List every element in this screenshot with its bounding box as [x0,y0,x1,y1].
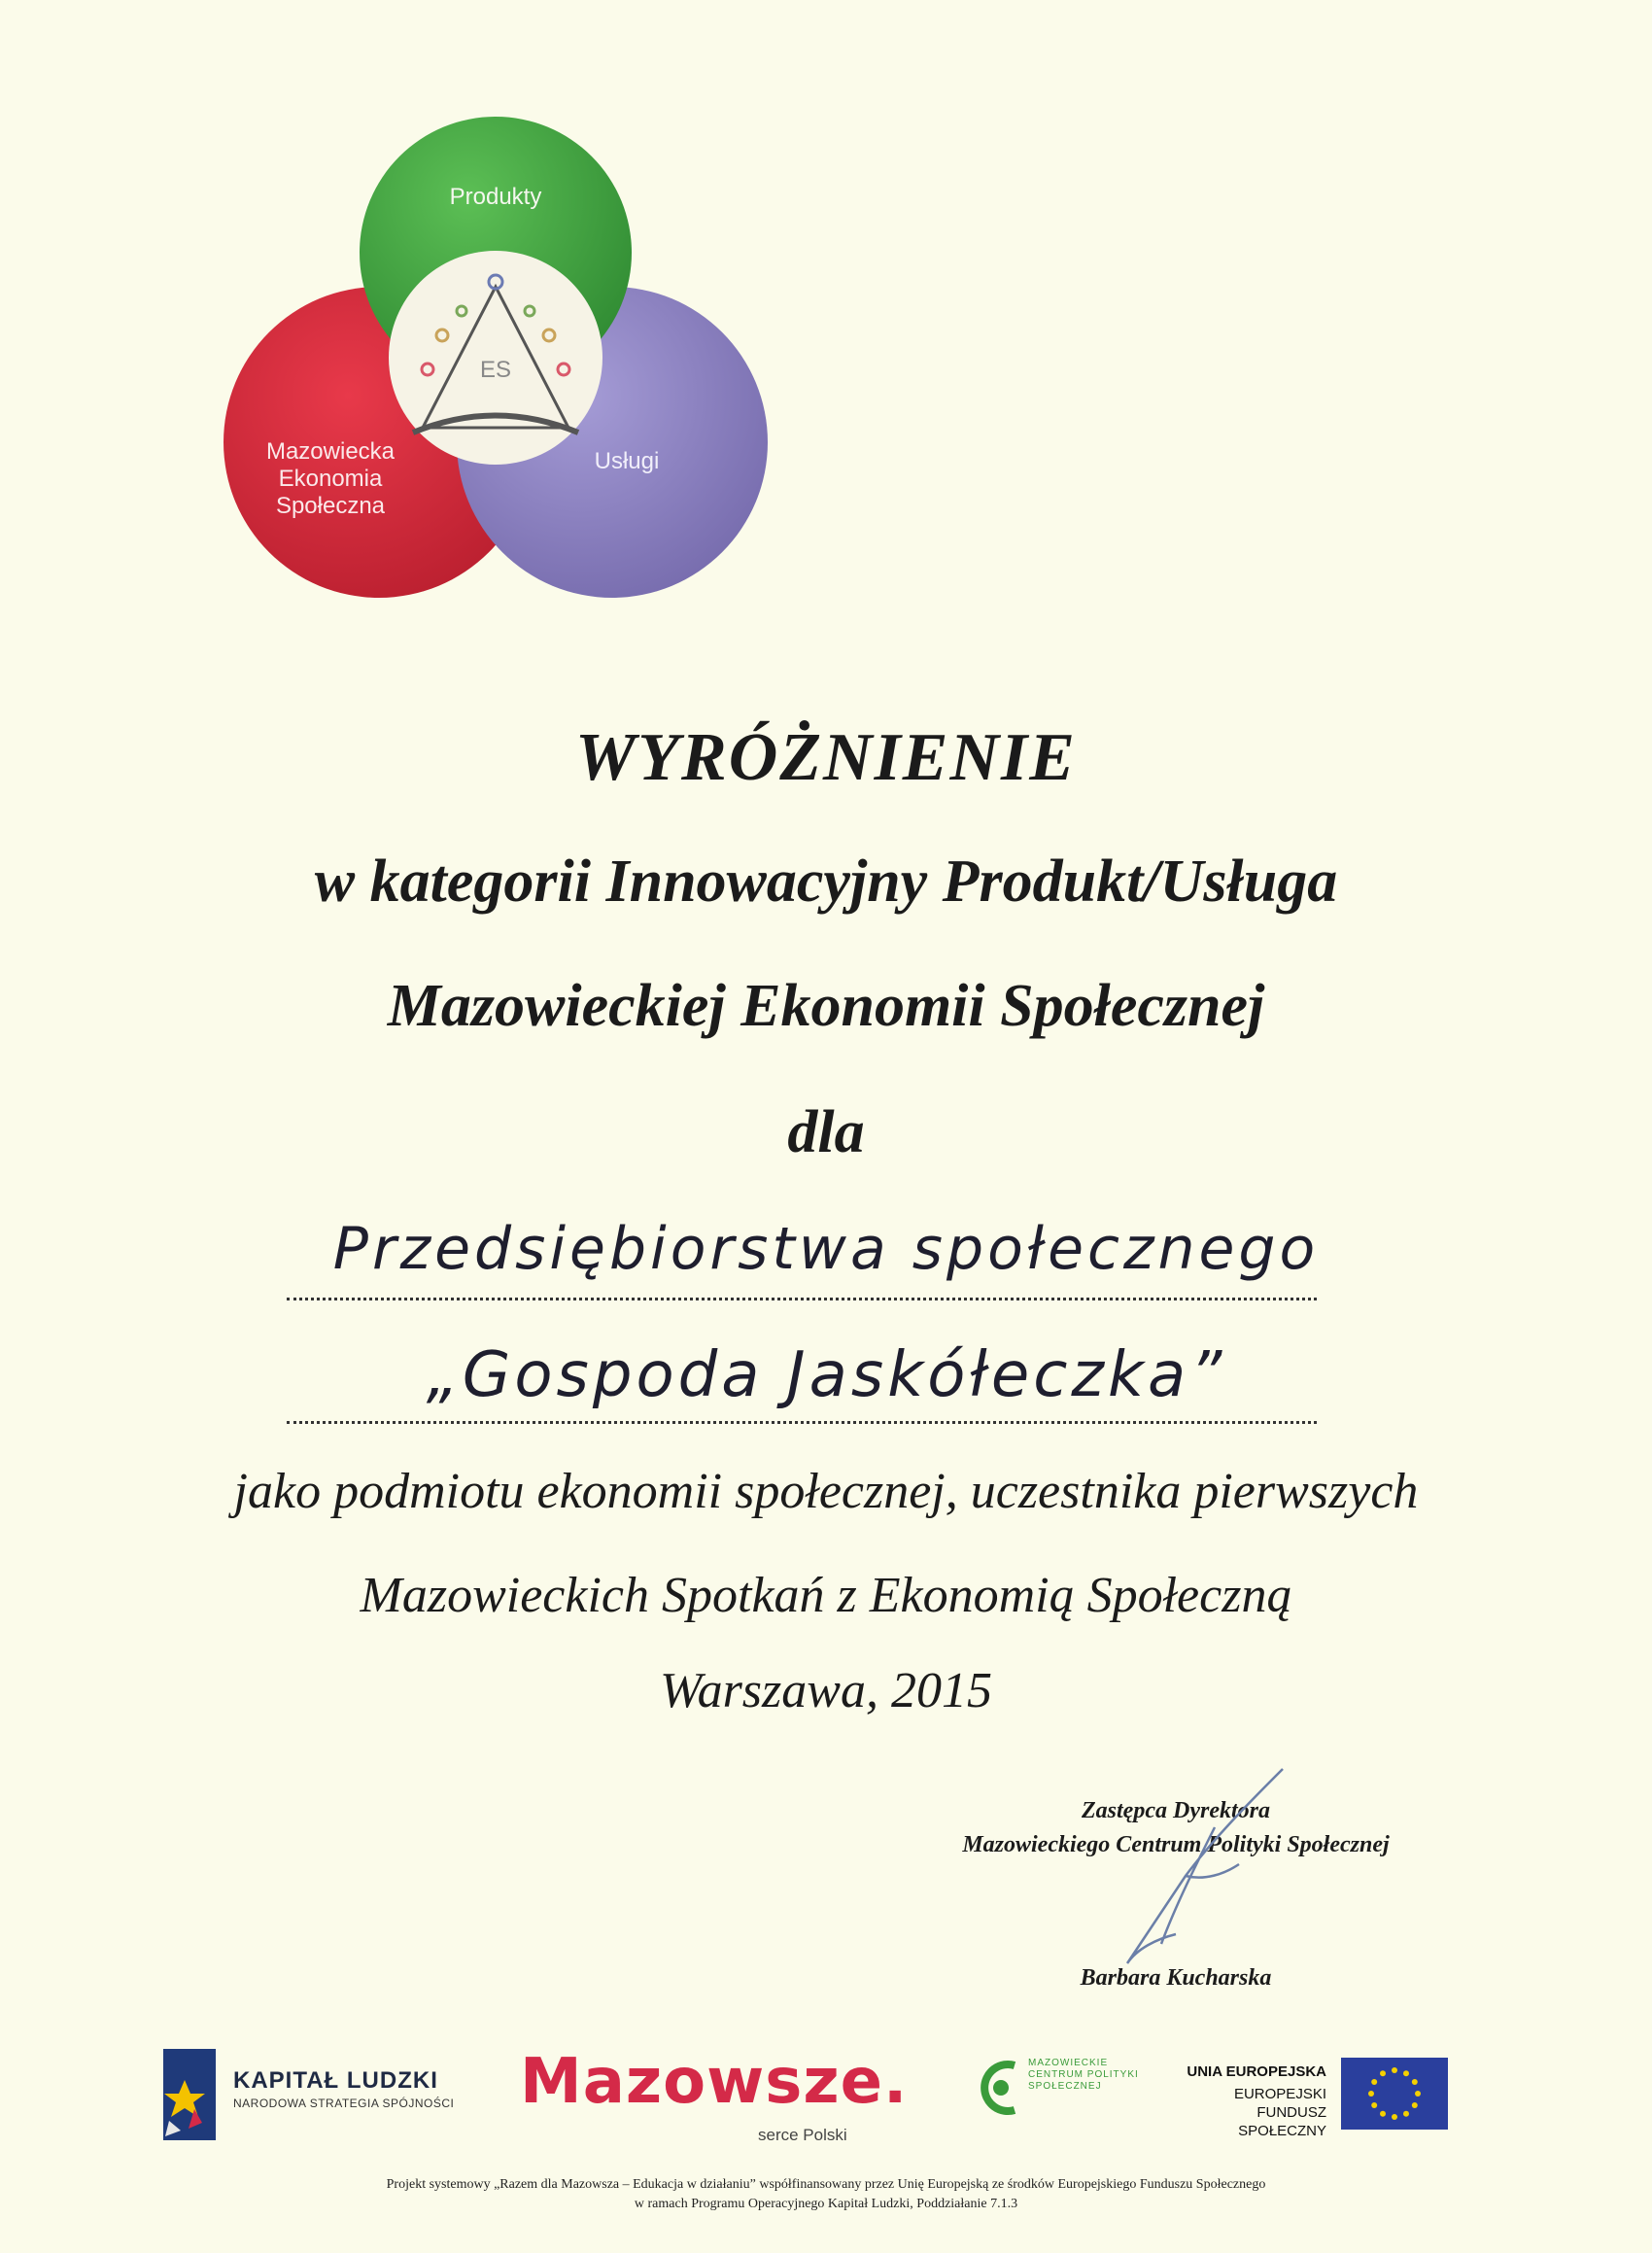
eu-star-icon [1380,2111,1386,2117]
eu-subtitle-line1: EUROPEJSKI [1233,2086,1326,2102]
kapital-ludzki-emblem-icon [155,2041,224,2148]
mcps-logo [972,2036,1166,2153]
circle-top-label: Produkty [449,184,542,210]
eu-star-icon [1412,2079,1418,2085]
signature-role-line-1: Zastępca Dyrektora [1082,1798,1270,1823]
circle-right-label: Usługi [594,448,660,474]
eu-title: UNIA EUROPEJSKA [1187,2063,1326,2080]
mcps-text: MAZOWIECKIE CENTRUM POLITYKI SPOŁECZNEJ [1028,2058,1139,2092]
for-word: dla [787,1099,865,1165]
project-line-2: w ramach Programu Operacyjnego Kapitał Ludzki, Poddziałanie 7.1.3 [634,2197,1018,2211]
signature-role-line-2: Mazowieckiego Centrum Polityki Społecznej [962,1832,1390,1857]
circle-left-label-line2: Ekonomia [278,466,383,492]
mcps-emblem-icon [972,2054,1026,2122]
eu-star-icon [1371,2079,1377,2085]
organization-line: Mazowieckiej Ekonomii Społecznej [387,973,1265,1039]
eu-star-icon [1415,2091,1421,2097]
eu-logo [1181,2036,1569,2153]
eu-star-icon [1403,2111,1409,2117]
mazowsze-subtitle: serce Polski [758,2126,847,2144]
eu-star-icon [1380,2070,1386,2076]
footer-logos [0,2036,1652,2163]
center-label: ES [479,357,512,383]
three-circles-logo [185,117,768,661]
eu-star-icon [1412,2102,1418,2108]
certificate-title: WYRÓŻNIENIE [575,720,1077,795]
circle-left-label-line3: Społeczna [275,493,386,519]
kapital-ludzki-title: KAPITAŁ LUDZKI [233,2067,438,2094]
kapital-ludzki-subtitle: NARODOWA STRATEGIA SPÓJNOŚCI [233,2097,455,2110]
es-logo [185,117,768,661]
eu-subtitle-line2: FUNDUSZ SPOŁECZNY [1238,2104,1326,2139]
circle-left-label-line1: Mazowiecka [265,438,396,465]
eu-star-icon [1403,2070,1409,2076]
eu-star-icon [1392,2114,1397,2120]
signature-name: Barbara Kucharska [1080,1965,1272,1991]
place-date: Warszawa, 2015 [660,1663,992,1718]
eu-subtitle [1181,2085,1326,2140]
description-line-1: jako podmiotu ekonomii społecznej, uczestnika pierwszych [233,1464,1419,1519]
project-line-1: Projekt systemowy „Razem dla Mazowsza – Edukacja w działaniu” współfinansowany przez Unię Europejską ze środków Europejskiego Funduszu Społecznego [386,2177,1266,2192]
recipient-line-2: „Gospoda Jaskółeczka” [426,1339,1226,1411]
mazowsze-title: Mazowsze. [520,2046,909,2118]
eu-star-icon [1368,2091,1374,2097]
eu-star-icon [1392,2067,1397,2073]
eu-star-icon [1371,2102,1377,2108]
recipient-line-1: Przedsiębiorstwa społecznego [332,1215,1320,1283]
description-line-2: Mazowieckich Spotkań z Ekonomią Społeczną [360,1568,1292,1623]
category-line: w kategorii Innowacyjny Produkt/Usługa [314,849,1338,915]
signature-scribble-icon [1069,1759,1322,1983]
eu-flag-icon [1341,2058,1448,2130]
kapital-ludzki-logo [155,2036,505,2153]
mazowsze-logo [520,2036,909,2153]
